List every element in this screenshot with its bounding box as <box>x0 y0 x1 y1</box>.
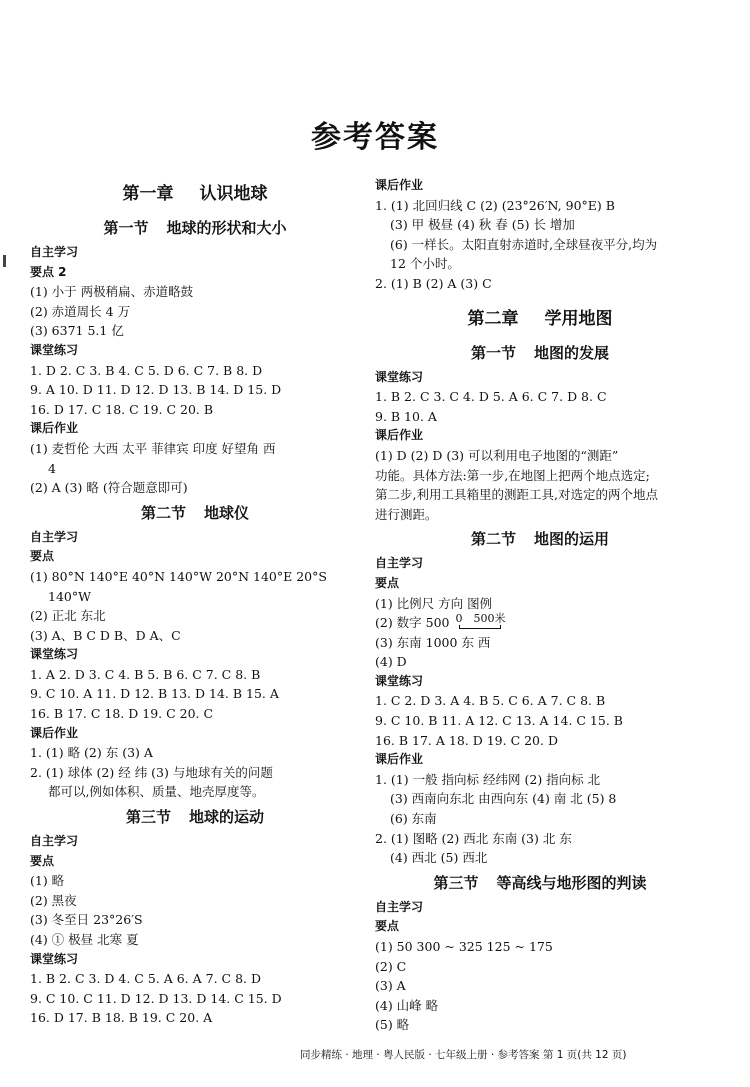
answer-line: (3) 东南 1000 东 西 <box>375 634 491 650</box>
answer-line: 1. (1) 略 (2) 东 (3) A <box>30 745 153 761</box>
answer-line: 第二步,利用工具箱里的测距工具,对选定的两个地点 <box>375 487 658 503</box>
answer-line: (2) C <box>375 958 407 974</box>
subheading-label: 自主学习 <box>30 245 79 259</box>
answer-text: (2) 数字 500 <box>375 615 450 631</box>
answer-line: 都可以,例如体积、质量、地壳厚度等。 <box>48 784 265 800</box>
answer-line: 功能。具体方法:第一步,在地图上把两个地点选定; <box>375 467 650 483</box>
answer-line: 16. B 17. A 18. D 19. C 20. D <box>375 732 558 748</box>
chapter-title: 认识地球 <box>199 184 268 204</box>
answer-line: 1. C 2. D 3. A 4. B 5. C 6. A 7. C 8. B <box>375 693 606 709</box>
subheading-label: 课堂练习 <box>30 647 79 662</box>
answer-line <box>375 613 705 633</box>
answer-line: (3) A、B C D B、D A、C <box>30 627 181 643</box>
chapter-heading <box>30 175 360 213</box>
section-heading <box>375 338 705 368</box>
answer-line: 2. (1) B (2) A (3) C <box>375 275 492 291</box>
section-title: 地图的发展 <box>534 343 610 362</box>
answer-line: (1) 50 300 ~ 325 125 ~ 175 <box>375 939 553 954</box>
section-title: 地球的形状和大小 <box>166 219 287 237</box>
left-column <box>30 175 360 1028</box>
section-label: 第三节 <box>125 808 171 827</box>
scale-end-label: 500米 <box>473 612 506 626</box>
answer-line: (4) 山峰 略 <box>375 997 439 1013</box>
answer-line: 9. A 10. D 11. D 12. D 13. B 14. D 15. D <box>30 382 282 398</box>
answer-line: 4 <box>48 460 56 476</box>
subheading-label: 要点 2 <box>30 264 67 279</box>
right-column <box>375 176 705 1035</box>
section-label: 第三节 <box>433 873 479 892</box>
scale-zero-label: 0 <box>455 612 463 626</box>
answer-line: (5) 略 <box>375 1017 410 1033</box>
answer-line: (2) A (3) 略 (符合题意即可) <box>30 480 188 496</box>
section-heading <box>30 802 360 832</box>
section-title: 地图的运用 <box>534 530 610 549</box>
section-title: 等高线与地形图的判读 <box>496 873 647 892</box>
answer-line: (1) D (2) D (3) 可以利用电子地图的“测距” <box>375 447 619 463</box>
section-label: 第二节 <box>470 530 516 549</box>
answer-line: (2) 赤道周长 4 万 <box>30 303 131 319</box>
subheading-label: 自主学习 <box>30 834 79 849</box>
answer-line: 2. (1) 球体 (2) 经 纬 (3) 与地球有关的问题 <box>30 764 273 780</box>
scale-bar <box>456 613 506 629</box>
section-heading <box>375 524 705 554</box>
section-heading <box>375 868 705 898</box>
answer-line: (6) 东南 <box>390 811 437 827</box>
answer-line: (1) 麦哲伦 大西 太平 菲律宾 印度 好望角 西 <box>30 440 276 456</box>
answer-line: 9. C 10. A 11. D 12. B 13. D 14. B 15. A <box>30 686 279 702</box>
chapter-label: 第二章 <box>467 308 519 329</box>
page-footer: 同步精练 · 地理 · 粤人民版 · 七年级上册 · 参考答案 第 1 页(共 12 页) <box>300 1049 627 1061</box>
chapter-label: 第一章 <box>122 184 174 204</box>
answer-line: 2. (1) 图略 (2) 西北 东南 (3) 北 东 <box>375 830 572 846</box>
subheading-label: 自主学习 <box>30 529 79 544</box>
section-label: 第二节 <box>140 503 186 522</box>
answer-line: (2) 正北 东北 <box>30 608 106 624</box>
answer-line: (4) D <box>375 654 407 670</box>
subheading-label: 课后作业 <box>30 421 79 436</box>
page-title: 参考答案 <box>311 120 439 155</box>
subheading-label: 自主学习 <box>375 899 424 914</box>
answer-line: (2) 黑夜 <box>30 892 77 908</box>
answer-line: 1. B 2. C 3. C 4. D 5. A 6. C 7. D 8. C <box>375 389 607 405</box>
subheading-label: 课后作业 <box>375 428 424 443</box>
chapter-heading <box>375 300 705 338</box>
answer-line: 9. C 10. C 11. D 12. D 13. D 14. C 15. D <box>30 990 282 1006</box>
answer-line: (4) 西北 (5) 西北 <box>390 850 488 866</box>
answer-line: 进行测距。 <box>375 506 438 522</box>
answer-line: (1) 略 <box>30 873 65 889</box>
subheading-label: 要点 <box>30 549 55 564</box>
answer-line: 1. (1) 一般 指向标 经纬网 (2) 指向标 北 <box>375 771 601 787</box>
answer-line: 9. B 10. A <box>375 408 437 424</box>
answer-line: (3) 冬至日 23°26′S <box>30 912 143 928</box>
answer-line: 1. (1) 北回归线 C (2) (23°26′N, 90°E) B <box>375 197 615 213</box>
subheading-label: 课后作业 <box>30 725 79 740</box>
answer-line: (1) 比例尺 方向 图例 <box>375 595 493 611</box>
section-heading <box>30 213 360 243</box>
answer-line: 16. D 17. B 18. B 19. C 20. A <box>30 1010 213 1026</box>
subheading-label: 课后作业 <box>375 178 424 192</box>
answer-line: (3) 西南向东北 由西向东 (4) 南 北 (5) 8 <box>390 791 617 807</box>
scale-bar-line <box>459 625 501 629</box>
answer-line: (4) ① 极昼 北寒 夏 <box>30 932 139 947</box>
section-label: 第一节 <box>103 219 149 237</box>
subheading-label: 要点 <box>375 575 400 590</box>
answer-line: 1. A 2. D 3. C 4. B 5. B 6. C 7. C 8. B <box>30 666 261 682</box>
answer-line: 1. B 2. C 3. D 4. C 5. A 6. A 7. C 8. D <box>30 971 261 987</box>
answer-line: 16. B 17. C 18. D 19. C 20. C <box>30 706 214 722</box>
answer-line: 9. C 10. B 11. A 12. C 13. A 14. C 15. B <box>375 713 623 729</box>
answer-line: (3) 6371 5.1 亿 <box>30 323 124 339</box>
answer-line: (6) 一样长。太阳直射赤道时,全球昼夜平分,均为 <box>390 236 658 252</box>
answer-line: (1) 80°N 140°E 40°N 140°W 20°N 140°E 20°S <box>30 568 327 584</box>
subheading-label: 课堂练习 <box>375 673 424 688</box>
subheading-label: 课后作业 <box>375 752 424 767</box>
answer-line: (3) A <box>375 978 406 994</box>
chapter-title: 学用地图 <box>544 308 613 329</box>
section-title: 地球的运动 <box>189 808 265 827</box>
subheading-label: 课堂练习 <box>375 369 424 384</box>
answer-line: 1. D 2. C 3. B 4. C 5. D 6. C 7. B 8. D <box>30 362 263 378</box>
section-heading <box>30 498 360 528</box>
answer-line: (1) 小于 两极稍扁、赤道略鼓 <box>30 284 194 300</box>
subheading-label: 要点 <box>375 919 400 934</box>
answer-line: 140°W <box>48 588 91 604</box>
subheading-label: 要点 <box>30 853 55 868</box>
subheading-label: 课堂练习 <box>30 342 79 357</box>
section-title: 地球仪 <box>204 503 250 522</box>
answer-line: 12 个小时。 <box>390 256 460 272</box>
section-label: 第一节 <box>470 343 516 362</box>
scan-mark <box>3 255 6 267</box>
answer-line: (3) 甲 极昼 (4) 秋 春 (5) 长 增加 <box>390 217 575 233</box>
subheading-label: 课堂练习 <box>30 951 79 966</box>
answer-line: 16. D 17. C 18. C 19. C 20. B <box>30 401 214 417</box>
subheading-label: 自主学习 <box>375 556 424 571</box>
